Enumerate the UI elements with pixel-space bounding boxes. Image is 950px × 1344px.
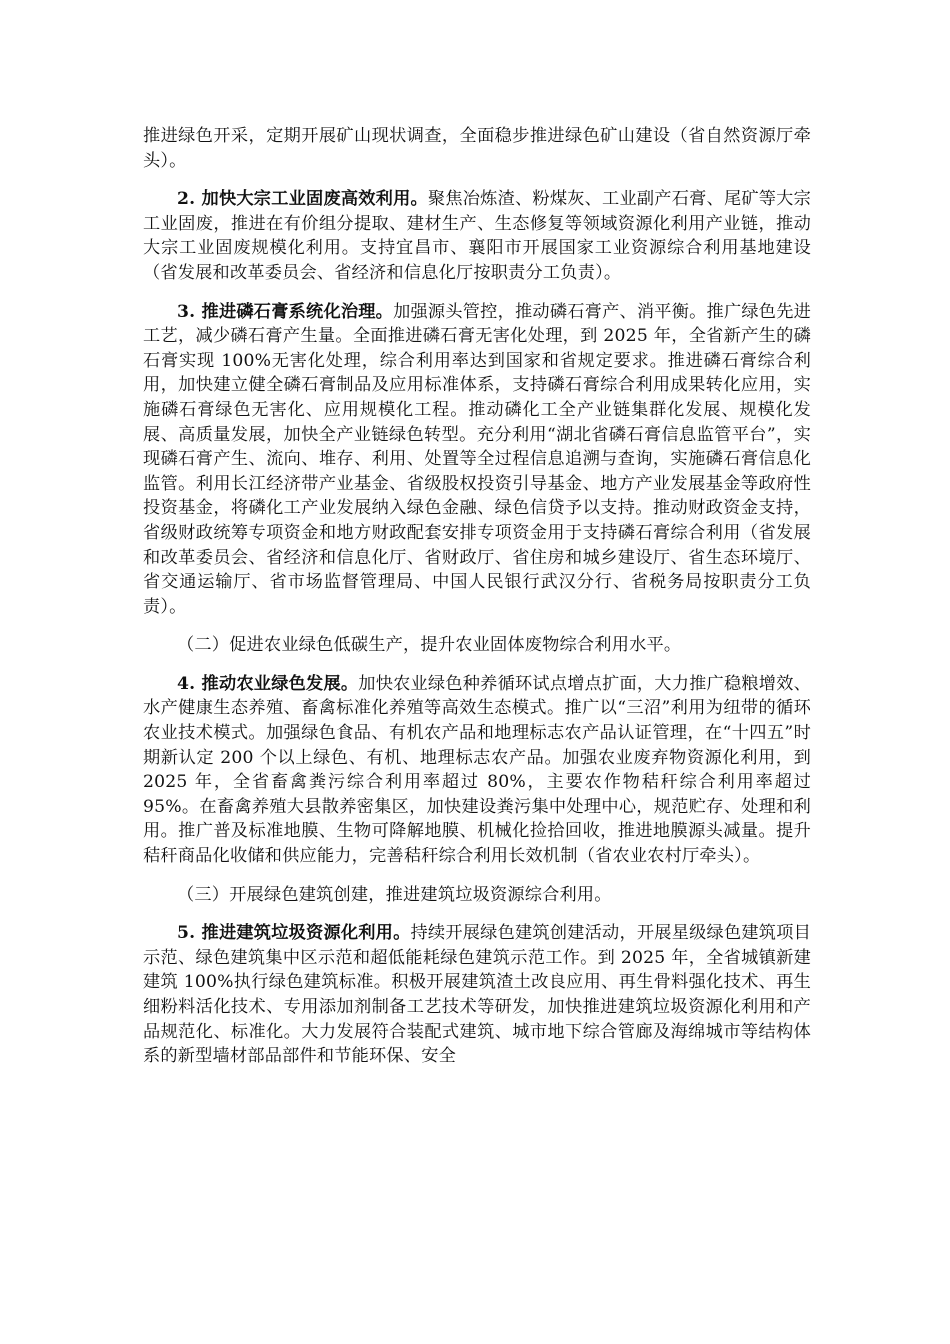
paragraph-text: 加快农业绿色种养循环试点增点扩面，大力推广稳粮增效、水产健康生态养殖、畜禽标准化养殖等高效生态模式。推广以“三沼”利用为纽带的循环农业技术模式。加强绿色食品、有机农产品和地理标志农产品认证管理，在“十四五”时期新认定 200 个以上绿色、有机、地理标志农产品。加强农业废弃物资源化利用，到 2025 年，全省畜禽粪污综合利用率超过 80%，主要农作物秸秆综合利用率超过 95%。在畜禽养殖大县散养密集区，加快建设粪污集中处理中心，规范贮存、处理和利用。推广普及标准地膜、生物可降解地膜、机械化捡拾回收，推进地膜源头减量。提升秸秆商品化收储和供应能力，完善秸秆综合利用长效机制（省农业农村厅牵头）。	[143, 673, 812, 867]
document-page	[143, 124, 811, 1083]
paragraph-text: 持续开展绿色建筑创建活动，开展星级绿色建筑项目示范、绿色建筑集中区示范和超低能耗绿色建筑示范工作。到 2025 年，全省城镇新建建筑 100%执行绿色建筑标准。积极开展建筑渣土改良应用、再生骨料强化技术、再生细粉料活化技术、专用添加剂制备工艺技术等研发，加快推进建筑垃圾资源化利用和产品规范化、标准化。大力发展符合装配式建筑、城市地下综合管廊及海绵城市等结构体系的新型墙材部品部件和节能环保、安全	[143, 923, 811, 1067]
paragraph-item-2	[143, 187, 811, 285]
paragraph-text: 加强源头管控，推动磷石膏产、消平衡。推广绿色先进工艺，减少磷石膏产生量。全面推进磷石膏无害化处理，到 2025 年，全省新产生的磷石膏实现 100%无害化处理，综合利用率达到国家和省规定要求。推进磷石膏综合利用，加快建立健全磷石膏制品及应用标准体系，支持磷石膏综合利用成果转化应用，实施磷石膏绿色无害化、应用规模化工程。推动磷化工全产业链集群化发展、规模化发展、高质量发展，加快全产业链绿色转型。充分利用“湖北省磷石膏信息监管平台”，实现磷石膏产生、流向、堆存、利用、处置等全过程信息追溯与查询，实施磷石膏信息化监管。利用长江经济带产业基金、省级股权投资引导基金、地方产业发展基金等政府性投资基金，将磷化工产业发展纳入绿色金融、绿色信贷予以支持。推动财政资金支持，省级财政统筹专项资金和地方财政配套安排专项资金用于支持磷石膏综合利用（省发展和改革委员会、省经济和信息化厅、省财政厅、省住房和城乡建设厅、省生态环境厅、省交通运输厅、省市场监督管理局、中国人民银行武汉分行、省税务局按职责分工负责）。	[143, 301, 811, 617]
paragraph-item-4	[143, 672, 811, 869]
section-heading-2	[143, 633, 811, 658]
paragraph-heading: 2. 加快大宗工业固废高效利用。	[177, 189, 428, 210]
paragraph-text: （三）开展绿色建筑创建，推进建筑垃圾资源综合利用。	[177, 884, 612, 905]
paragraph-heading: 5. 推进建筑垃圾资源化利用。	[177, 923, 411, 944]
section-heading-3	[143, 883, 811, 908]
paragraph-item-3	[143, 300, 811, 620]
paragraph-text: 聚焦冶炼渣、粉煤灰、工业副产石膏、尾矿等大宗工业固废，推进在有价组分提取、建材生产、生态修复等领域资源化利用产业链，推动大宗工业固废规模化利用。支持宜昌市、襄阳市开展国家工业资源综合利用基地建设（省发展和改革委员会、省经济和信息化厅按职责分工负责）。	[143, 189, 811, 283]
paragraph-heading: 3. 推进磷石膏系统化治理。	[177, 301, 394, 322]
paragraph-heading: 4. 推动农业绿色发展。	[177, 673, 359, 694]
paragraph-text: 推进绿色开采，定期开展矿山现状调查，全面稳步推进绿色矿山建设（省自然资源厅牵头）。	[143, 126, 811, 171]
paragraph-item-5	[143, 921, 811, 1069]
paragraph-continuation	[143, 124, 811, 173]
paragraph-text: （二）促进农业绿色低碳生产，提升农业固体废物综合利用水平。	[177, 635, 682, 656]
